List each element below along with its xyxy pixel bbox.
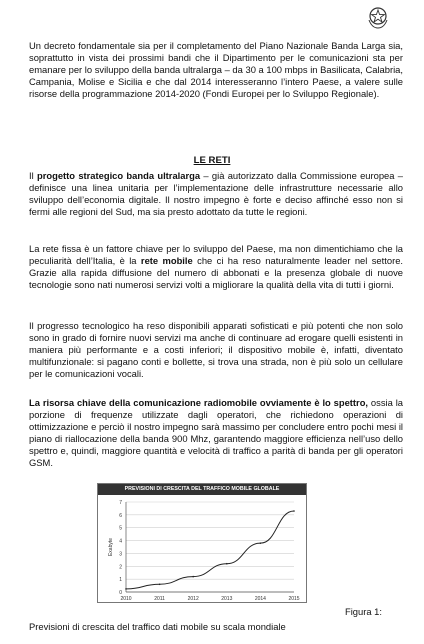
y-tick-label: 7 <box>119 500 122 506</box>
paragraph-text: Il <box>29 170 37 181</box>
data-point <box>226 563 228 565</box>
x-tick-label: 2012 <box>187 596 199 602</box>
x-tick-label: 2014 <box>254 596 266 602</box>
chart-plot <box>98 484 306 602</box>
paragraph-text: – già autorizzato dalla Commissione europea – definisce una linea unitaria per l’implementazione delle infrastrutture necessarie allo sviluppo dell’economia digitale. Il nostro impegno è forte e deciso affinché esso non si fermi alle regioni del Sud, ma sia presto adottato da tutte le regioni. <box>29 170 404 217</box>
x-tick-label: 2011 <box>154 596 165 602</box>
bold-phrase: La risorsa chiave della comunicazione radiomobile ovviamente è lo spettro, <box>29 397 369 408</box>
paragraph-text: che ci ha reso naturalmente leader nel settore. Grazie alla rapida diffusione del numero di abbonati e la presenza globale di nuove tecnologie sono nati numerosi servizi volti a migliorare la qualità della vita di tutti i giorni. <box>29 255 404 290</box>
y-tick-label: 2 <box>119 564 122 571</box>
data-point <box>260 542 262 544</box>
x-tick-label: 2013 <box>221 596 233 602</box>
y-tick-label: 3 <box>119 551 122 558</box>
y-tick-label: 1 <box>119 577 122 584</box>
bold-phrase: progetto strategico banda ultralarga <box>37 170 201 181</box>
data-point <box>159 583 161 585</box>
paragraph-text: ossia la porzione di frequenze utilizzate dagli operatori, che richiedono operazioni di ottimizzazione e perciò il nostro impegno sarà massimo per concludere entro pochi mesi il piano di riallocazione della banda 900 Mhz, garantendo maggiore efficienza nell’uso dello spettro e, quindi, maggiore quantità e velocità di traffico a parità di banda per gli operatori GSM. <box>29 397 403 468</box>
traffic-growth-chart <box>97 483 307 603</box>
section-heading: LE RETI <box>193 155 231 166</box>
y-tick-label: 4 <box>119 538 122 545</box>
data-point <box>125 588 127 590</box>
y-axis-label: Exabyte <box>108 537 114 557</box>
paragraph-text: La rete fissa è un fattore chiave per lo sviluppo del Paese, ma non dimentichiamo che la peculiarità dell’Italia, è la <box>29 243 403 266</box>
data-point <box>192 576 194 578</box>
chart-title: PREVISIONI DI CRESCITA DEL TRAFFICO MOBILE GLOBALE <box>98 484 306 495</box>
y-tick-label: 0 <box>119 590 122 596</box>
spectrum-paragraph <box>29 397 403 469</box>
bold-phrase: rete mobile <box>140 255 193 266</box>
series-line <box>126 511 294 589</box>
technology-progress-paragraph: Il progresso tecnologico ha reso disponibili apparati sofisticati e più potenti che non solo sono in grado di fornire nuovi servizi ma anche di continuare ad erogare quelli esistenti in maniera più performante e a costi inferiori; il dispositivo mobile è, infatti, diventato multifunzionale: si pagano conti e bollette, si trova una strada, non è più solo un cellulare per le comunicazioni vocali. <box>29 320 403 379</box>
italian-republic-emblem-icon <box>366 4 390 30</box>
mobile-network-paragraph <box>29 243 403 291</box>
x-tick-label: 2015 <box>288 596 300 602</box>
y-tick-label: 6 <box>119 512 122 519</box>
ultrabroadband-paragraph <box>29 170 403 218</box>
figure-caption: Previsioni di crescita del traffico dati mobile su scala mondiale <box>29 621 286 632</box>
y-tick-label: 5 <box>119 525 122 532</box>
x-tick-label: 2010 <box>120 596 132 602</box>
data-point <box>293 510 295 512</box>
figure-label: Figura 1: <box>345 606 382 617</box>
intro-paragraph: Un decreto fondamentale sia per il completamento del Piano Nazionale Banda Larga sia, soprattutto in vista dei prossimi bandi che il Dipartimento per le comunicazioni sta per emanare per lo sviluppo della banda ultralarga – da 30 a 100 mbps in Basilicata, Calabria, Campania, Molise e Sicilia e che dal 2014 interesseranno l’intero Paese, a valere sulle risorse della programmazione 2014-2020 (Fondi Europei per lo Sviluppo Regionale). <box>29 40 403 99</box>
